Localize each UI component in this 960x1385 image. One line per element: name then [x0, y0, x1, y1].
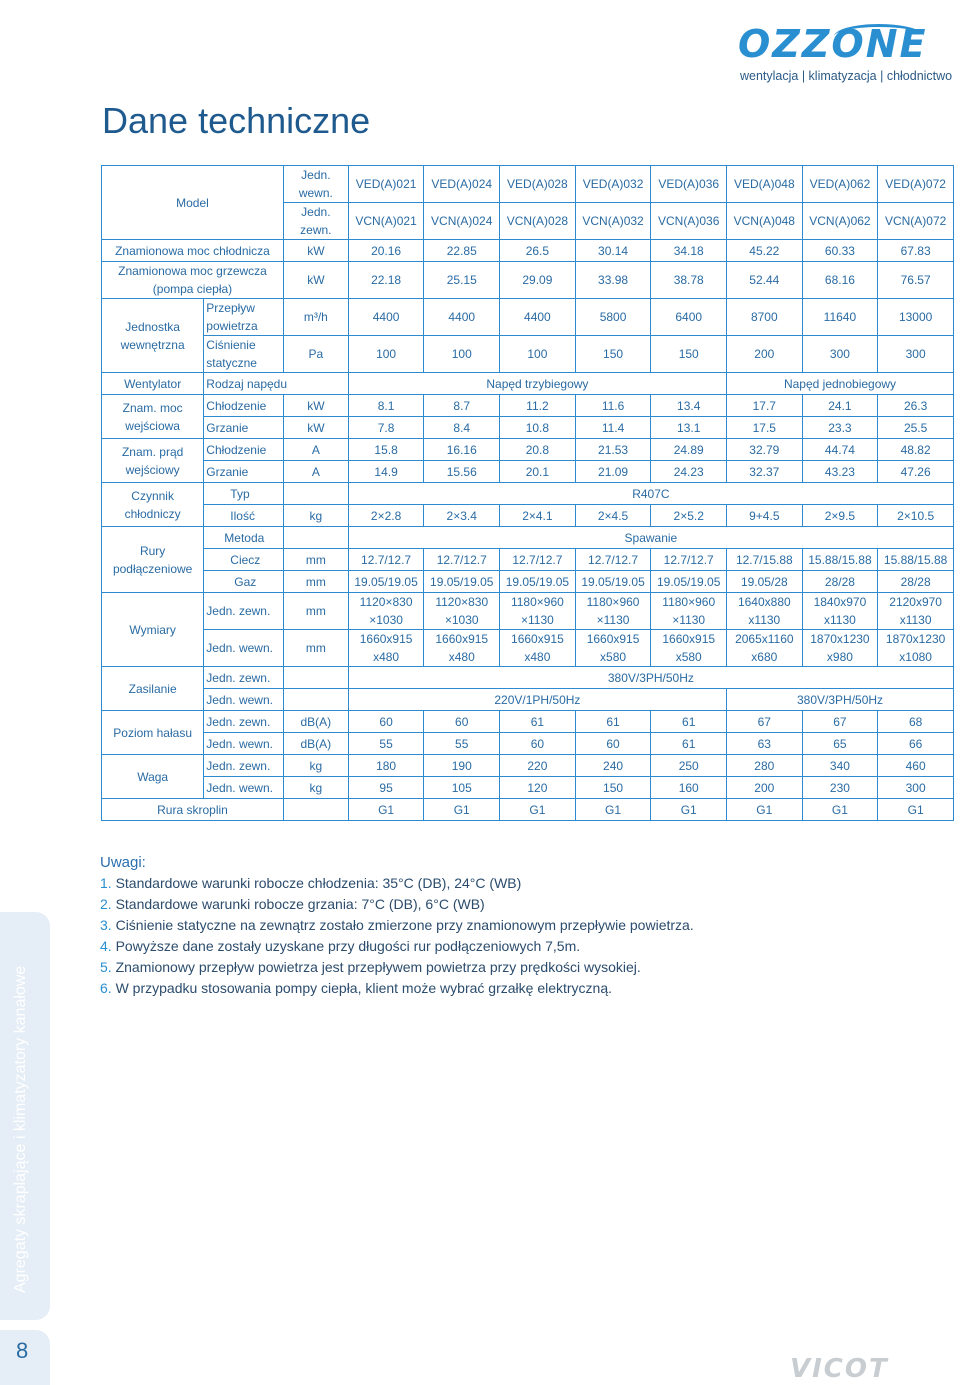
note-number: 6. — [100, 980, 112, 996]
value-cell: 30.14 — [575, 240, 651, 262]
value-cell: 190 — [424, 755, 500, 777]
value-cell: 220V/1PH/50Hz — [348, 689, 726, 711]
value-cell: 67 — [727, 711, 803, 733]
value-cell: 25.5 — [878, 417, 954, 439]
row-label: Jedn. wewn. — [204, 733, 284, 755]
value-cell: 240 — [575, 755, 651, 777]
logo-text: OZZONE — [738, 22, 928, 66]
page-number: 8 — [16, 1338, 29, 1363]
value-cell: G1 — [500, 799, 576, 821]
row-label: Ciśnienie statyczne — [204, 336, 284, 373]
value-cell: 22.85 — [424, 240, 500, 262]
value-cell: 19.05/19.05 — [424, 571, 500, 593]
value-cell: 180 — [348, 755, 424, 777]
model-cell: VCN(A)032 — [575, 203, 651, 240]
note-item — [100, 978, 694, 999]
note-number: 4. — [100, 938, 112, 954]
note-item — [100, 873, 694, 894]
note-item — [100, 915, 694, 936]
value-cell: 66 — [878, 733, 954, 755]
note-text: W przypadku stosowania pompy ciepła, klient może wybrać grzałkę elektryczną. — [115, 980, 613, 996]
row-label: Ilość — [204, 505, 284, 527]
value-cell: 13.1 — [651, 417, 727, 439]
value-cell: 52.44 — [727, 262, 803, 299]
value-cell: 60 — [500, 733, 576, 755]
value-cell: 29.09 — [500, 262, 576, 299]
row-label: Typ — [204, 483, 284, 505]
row-group-label: Czynnik chłodniczy — [102, 483, 204, 527]
value-cell: 160 — [651, 777, 727, 799]
value-cell: 20.1 — [500, 461, 576, 483]
unit-cell — [283, 799, 348, 821]
value-cell: 1870x1230 x1080 — [878, 630, 954, 667]
row-group-label: Rury podłączeniowe — [102, 527, 204, 593]
table-row — [102, 395, 954, 417]
value-cell: 28/28 — [802, 571, 878, 593]
value-cell: 60 — [348, 711, 424, 733]
value-cell: 4400 — [500, 299, 576, 336]
value-cell: 21.53 — [575, 439, 651, 461]
note-item — [100, 894, 694, 915]
row-group-label: Poziom hałasu — [102, 711, 204, 755]
value-cell: 68 — [878, 711, 954, 733]
value-cell: 1120×830 ×1030 — [424, 593, 500, 630]
row-label: Chłodzenie — [204, 439, 284, 461]
jedn-wewn-label: Jedn. wewn. — [283, 166, 348, 203]
table-row — [102, 630, 954, 667]
value-cell: 13.4 — [651, 395, 727, 417]
value-cell: 10.8 — [500, 417, 576, 439]
jedn-zewn-label: Jedn. zewn. — [283, 203, 348, 240]
row-group-label: Waga — [102, 755, 204, 799]
value-cell: 2×4.1 — [500, 505, 576, 527]
value-cell: 2×4.5 — [575, 505, 651, 527]
value-cell: 38.78 — [651, 262, 727, 299]
row-label: Ciecz — [204, 549, 284, 571]
row-label: Jedn. zewn. — [204, 711, 284, 733]
row-group-label: Zasilanie — [102, 667, 204, 711]
row-label: Rodzaj napędu — [204, 373, 348, 395]
value-cell: 120 — [500, 777, 576, 799]
note-number: 3. — [100, 917, 112, 933]
value-cell: 61 — [575, 711, 651, 733]
value-cell: 20.16 — [348, 240, 424, 262]
value-cell: 24.1 — [802, 395, 878, 417]
model-cell: VED(A)024 — [424, 166, 500, 203]
value-cell: 15.88/15.88 — [878, 549, 954, 571]
value-cell: 60 — [424, 711, 500, 733]
unit-cell: kg — [283, 777, 348, 799]
unit-cell: Pa — [283, 336, 348, 373]
value-cell: 11.4 — [575, 417, 651, 439]
value-cell: 2×9.5 — [802, 505, 878, 527]
model-cell: VCN(A)024 — [424, 203, 500, 240]
model-cell: VCN(A)028 — [500, 203, 576, 240]
row-label: Jedn. zewn. — [204, 755, 284, 777]
value-cell: 230 — [802, 777, 878, 799]
row-group-label: Wymiary — [102, 593, 204, 667]
value-cell: 300 — [802, 336, 878, 373]
value-cell: 17.5 — [727, 417, 803, 439]
value-cell: 200 — [727, 336, 803, 373]
row-label: Jedn. wewn. — [204, 689, 284, 711]
value-cell: 21.09 — [575, 461, 651, 483]
value-cell: 61 — [651, 733, 727, 755]
unit-cell: A — [283, 461, 348, 483]
value-cell: 55 — [348, 733, 424, 755]
row-group-label: Znam. moc wejściowa — [102, 395, 204, 439]
note-item — [100, 957, 694, 978]
model-cell: VED(A)062 — [802, 166, 878, 203]
notes — [100, 852, 694, 999]
value-cell: 67 — [802, 711, 878, 733]
value-cell: 1180×960 ×1130 — [651, 593, 727, 630]
value-cell: 4400 — [348, 299, 424, 336]
value-cell: 2065x1160 x680 — [727, 630, 803, 667]
table-row — [102, 166, 954, 203]
note-number: 5. — [100, 959, 112, 975]
model-cell: VCN(A)072 — [878, 203, 954, 240]
value-cell: 8.4 — [424, 417, 500, 439]
value-cell: 1660x915 x480 — [424, 630, 500, 667]
row-label: Jedn. wewn. — [204, 630, 284, 667]
value-cell: 250 — [651, 755, 727, 777]
value-cell: Spawanie — [348, 527, 953, 549]
value-cell: 1180×960 ×1130 — [575, 593, 651, 630]
table-row — [102, 262, 954, 299]
value-cell: 95 — [348, 777, 424, 799]
note-number: 1. — [100, 875, 112, 891]
unit-cell: A — [283, 439, 348, 461]
value-cell: 12.7/12.7 — [500, 549, 576, 571]
table-row — [102, 711, 954, 733]
unit-cell: mm — [283, 593, 348, 630]
unit-cell: dB(A) — [283, 711, 348, 733]
logo-tagline: wentylacja | klimatyzacja | chłodnictwo — [740, 69, 953, 83]
value-cell: 32.79 — [727, 439, 803, 461]
row-label: Jedn. zewn. — [204, 667, 284, 689]
value-cell: 1640x880 x1130 — [727, 593, 803, 630]
note-number: 2. — [100, 896, 112, 912]
unit-cell: kW — [283, 262, 348, 299]
unit-cell — [283, 667, 348, 689]
row-label: Przepływ powietrza — [204, 299, 284, 336]
vicot-logo: VICOT — [790, 1354, 889, 1384]
table-row — [102, 733, 954, 755]
value-cell: 100 — [424, 336, 500, 373]
unit-cell: m³/h — [283, 299, 348, 336]
row-group-label: Jednostka wewnętrzna — [102, 299, 204, 373]
table-row — [102, 667, 954, 689]
row-label: Jedn. wewn. — [204, 777, 284, 799]
value-cell: G1 — [878, 799, 954, 821]
value-cell: 25.15 — [424, 262, 500, 299]
table-row — [102, 461, 954, 483]
value-cell: 1660x915 x480 — [500, 630, 576, 667]
value-cell: 220 — [500, 755, 576, 777]
row-label: Metoda — [204, 527, 284, 549]
value-cell: 55 — [424, 733, 500, 755]
table-row — [102, 336, 954, 373]
value-cell: 380V/3PH/50Hz — [348, 667, 953, 689]
value-cell: 12.7/12.7 — [575, 549, 651, 571]
value-cell: 1120×830 ×1030 — [348, 593, 424, 630]
value-cell: 4400 — [424, 299, 500, 336]
row-label: Znamionowa moc grzewcza (pompa ciepła) — [102, 262, 284, 299]
row-label: Grzanie — [204, 461, 284, 483]
unit-cell: kW — [283, 240, 348, 262]
table-row — [102, 689, 954, 711]
value-cell: G1 — [651, 799, 727, 821]
unit-cell: mm — [283, 571, 348, 593]
row-label: Jedn. zewn. — [204, 593, 284, 630]
table-row — [102, 593, 954, 630]
value-cell: 280 — [727, 755, 803, 777]
unit-cell — [283, 527, 348, 549]
value-cell: 24.89 — [651, 439, 727, 461]
model-cell: VCN(A)062 — [802, 203, 878, 240]
value-cell: 2×5.2 — [651, 505, 727, 527]
model-cell: VED(A)032 — [575, 166, 651, 203]
value-cell: 61 — [500, 711, 576, 733]
row-label: Gaz — [204, 571, 284, 593]
row-group-label: Znam. prąd wejściowy — [102, 439, 204, 483]
value-cell: 26.5 — [500, 240, 576, 262]
value-cell: 105 — [424, 777, 500, 799]
value-cell: G1 — [575, 799, 651, 821]
page-title: Dane techniczne — [102, 100, 371, 141]
value-cell: 32.37 — [727, 461, 803, 483]
unit-cell: kW — [283, 417, 348, 439]
model-cell: VCN(A)036 — [651, 203, 727, 240]
value-cell: 2120x970 x1130 — [878, 593, 954, 630]
value-cell: 1870x1230 x980 — [802, 630, 878, 667]
value-cell: 100 — [348, 336, 424, 373]
note-text: Powyższe dane zostały uzyskane przy długości rur podłączeniowych 7,5m. — [115, 938, 581, 954]
value-cell: 2×10.5 — [878, 505, 954, 527]
unit-cell: kg — [283, 755, 348, 777]
value-cell: 67.83 — [878, 240, 954, 262]
value-cell: 15.8 — [348, 439, 424, 461]
value-cell: 1180×960 ×1130 — [500, 593, 576, 630]
value-cell: 7.8 — [348, 417, 424, 439]
note-text: Standardowe warunki robocze grzania: 7°C (DB), 6°C (WB) — [115, 896, 485, 912]
value-cell: 380V/3PH/50Hz — [727, 689, 954, 711]
value-cell: 26.3 — [878, 395, 954, 417]
value-cell: 13000 — [878, 299, 954, 336]
row-label: Chłodzenie — [204, 395, 284, 417]
value-cell: 9+4.5 — [727, 505, 803, 527]
table-row — [102, 417, 954, 439]
value-cell: 12.7/12.7 — [348, 549, 424, 571]
value-cell: Napęd jednobiegowy — [727, 373, 954, 395]
model-cell: VED(A)028 — [500, 166, 576, 203]
value-cell: 150 — [575, 336, 651, 373]
value-cell: R407C — [348, 483, 953, 505]
value-cell: 8700 — [727, 299, 803, 336]
value-cell: 12.7/12.7 — [424, 549, 500, 571]
value-cell: 20.8 — [500, 439, 576, 461]
row-label: Rura skroplin — [102, 799, 284, 821]
table-row — [102, 799, 954, 821]
table-row — [102, 527, 954, 549]
model-label: Model — [102, 166, 284, 240]
row-label: Znamionowa moc chłodnicza — [102, 240, 284, 262]
value-cell: 63 — [727, 733, 803, 755]
model-cell: VED(A)021 — [348, 166, 424, 203]
row-group-label: Wentylator — [102, 373, 204, 395]
table-row — [102, 240, 954, 262]
value-cell: 2×2.8 — [348, 505, 424, 527]
value-cell: 43.23 — [802, 461, 878, 483]
value-cell: G1 — [727, 799, 803, 821]
value-cell: 1660x915 x580 — [651, 630, 727, 667]
table-row — [102, 777, 954, 799]
value-cell: 5800 — [575, 299, 651, 336]
value-cell: 23.3 — [802, 417, 878, 439]
unit-cell: kg — [283, 505, 348, 527]
table-row — [102, 483, 954, 505]
value-cell: 16.16 — [424, 439, 500, 461]
value-cell: 11.6 — [575, 395, 651, 417]
value-cell: 44.74 — [802, 439, 878, 461]
unit-cell: mm — [283, 549, 348, 571]
value-cell: 33.98 — [575, 262, 651, 299]
value-cell: 47.26 — [878, 461, 954, 483]
table-row — [102, 755, 954, 777]
value-cell: 48.82 — [878, 439, 954, 461]
spec-table-body — [101, 165, 954, 821]
side-label: Agregaty skraplające i klimatyzatory kanałowe — [12, 965, 29, 1293]
value-cell: 22.18 — [348, 262, 424, 299]
model-cell: VCN(A)048 — [727, 203, 803, 240]
model-cell: VED(A)072 — [878, 166, 954, 203]
value-cell: 2×3.4 — [424, 505, 500, 527]
value-cell: 11640 — [802, 299, 878, 336]
value-cell: 300 — [878, 336, 954, 373]
value-cell: 8.7 — [424, 395, 500, 417]
unit-cell: mm — [283, 630, 348, 667]
model-cell: VED(A)036 — [651, 166, 727, 203]
table-row — [102, 571, 954, 593]
unit-cell — [283, 483, 348, 505]
value-cell: 12.7/12.7 — [651, 549, 727, 571]
unit-cell: dB(A) — [283, 733, 348, 755]
value-cell: 19.05/28 — [727, 571, 803, 593]
value-cell: 1840x970 x1130 — [802, 593, 878, 630]
notes-heading: Uwagi: — [100, 854, 146, 871]
value-cell: 65 — [802, 733, 878, 755]
value-cell: 8.1 — [348, 395, 424, 417]
value-cell: 17.7 — [727, 395, 803, 417]
page-number-box — [0, 1330, 50, 1385]
value-cell: 14.9 — [348, 461, 424, 483]
value-cell: 15.56 — [424, 461, 500, 483]
value-cell: 15.88/15.88 — [802, 549, 878, 571]
note-text: Znamionowy przepływ powietrza jest przepływem powietrza przy prędkości wysokiej. — [115, 959, 641, 975]
value-cell: 19.05/19.05 — [651, 571, 727, 593]
table-row — [102, 299, 954, 336]
value-cell: 200 — [727, 777, 803, 799]
value-cell: Napęd trzybiegowy — [348, 373, 726, 395]
value-cell: G1 — [802, 799, 878, 821]
value-cell: 34.18 — [651, 240, 727, 262]
value-cell: 1660x915 x480 — [348, 630, 424, 667]
value-cell: 19.05/19.05 — [575, 571, 651, 593]
note-text: Standardowe warunki robocze chłodzenia: 35°C (DB), 24°C (WB) — [115, 875, 522, 891]
table-row — [102, 505, 954, 527]
value-cell: 6400 — [651, 299, 727, 336]
value-cell: 28/28 — [878, 571, 954, 593]
note-text: Ciśnienie statyczne na zewnątrz zostało zmierzone przy znamionowym przepływie powietrza. — [115, 917, 694, 933]
value-cell: 19.05/19.05 — [348, 571, 424, 593]
model-cell: VCN(A)021 — [348, 203, 424, 240]
table-row — [102, 439, 954, 461]
value-cell: 45.22 — [727, 240, 803, 262]
value-cell: 1660x915 x580 — [575, 630, 651, 667]
row-label: Grzanie — [204, 417, 284, 439]
value-cell: 100 — [500, 336, 576, 373]
value-cell: 68.16 — [802, 262, 878, 299]
value-cell: 300 — [878, 777, 954, 799]
brand-logo — [738, 22, 954, 92]
value-cell: 150 — [651, 336, 727, 373]
table-row — [102, 373, 954, 395]
value-cell: 460 — [878, 755, 954, 777]
value-cell: 11.2 — [500, 395, 576, 417]
value-cell: G1 — [424, 799, 500, 821]
unit-cell — [283, 689, 348, 711]
model-cell: VED(A)048 — [727, 166, 803, 203]
table-row — [102, 549, 954, 571]
value-cell: 150 — [575, 777, 651, 799]
note-item — [100, 936, 694, 957]
value-cell: 76.57 — [878, 262, 954, 299]
value-cell: 19.05/19.05 — [500, 571, 576, 593]
value-cell: 60.33 — [802, 240, 878, 262]
value-cell: 60 — [575, 733, 651, 755]
value-cell: 12.7/15.88 — [727, 549, 803, 571]
unit-cell: kW — [283, 395, 348, 417]
value-cell: 340 — [802, 755, 878, 777]
value-cell: 24.23 — [651, 461, 727, 483]
value-cell: G1 — [348, 799, 424, 821]
value-cell: 61 — [651, 711, 727, 733]
